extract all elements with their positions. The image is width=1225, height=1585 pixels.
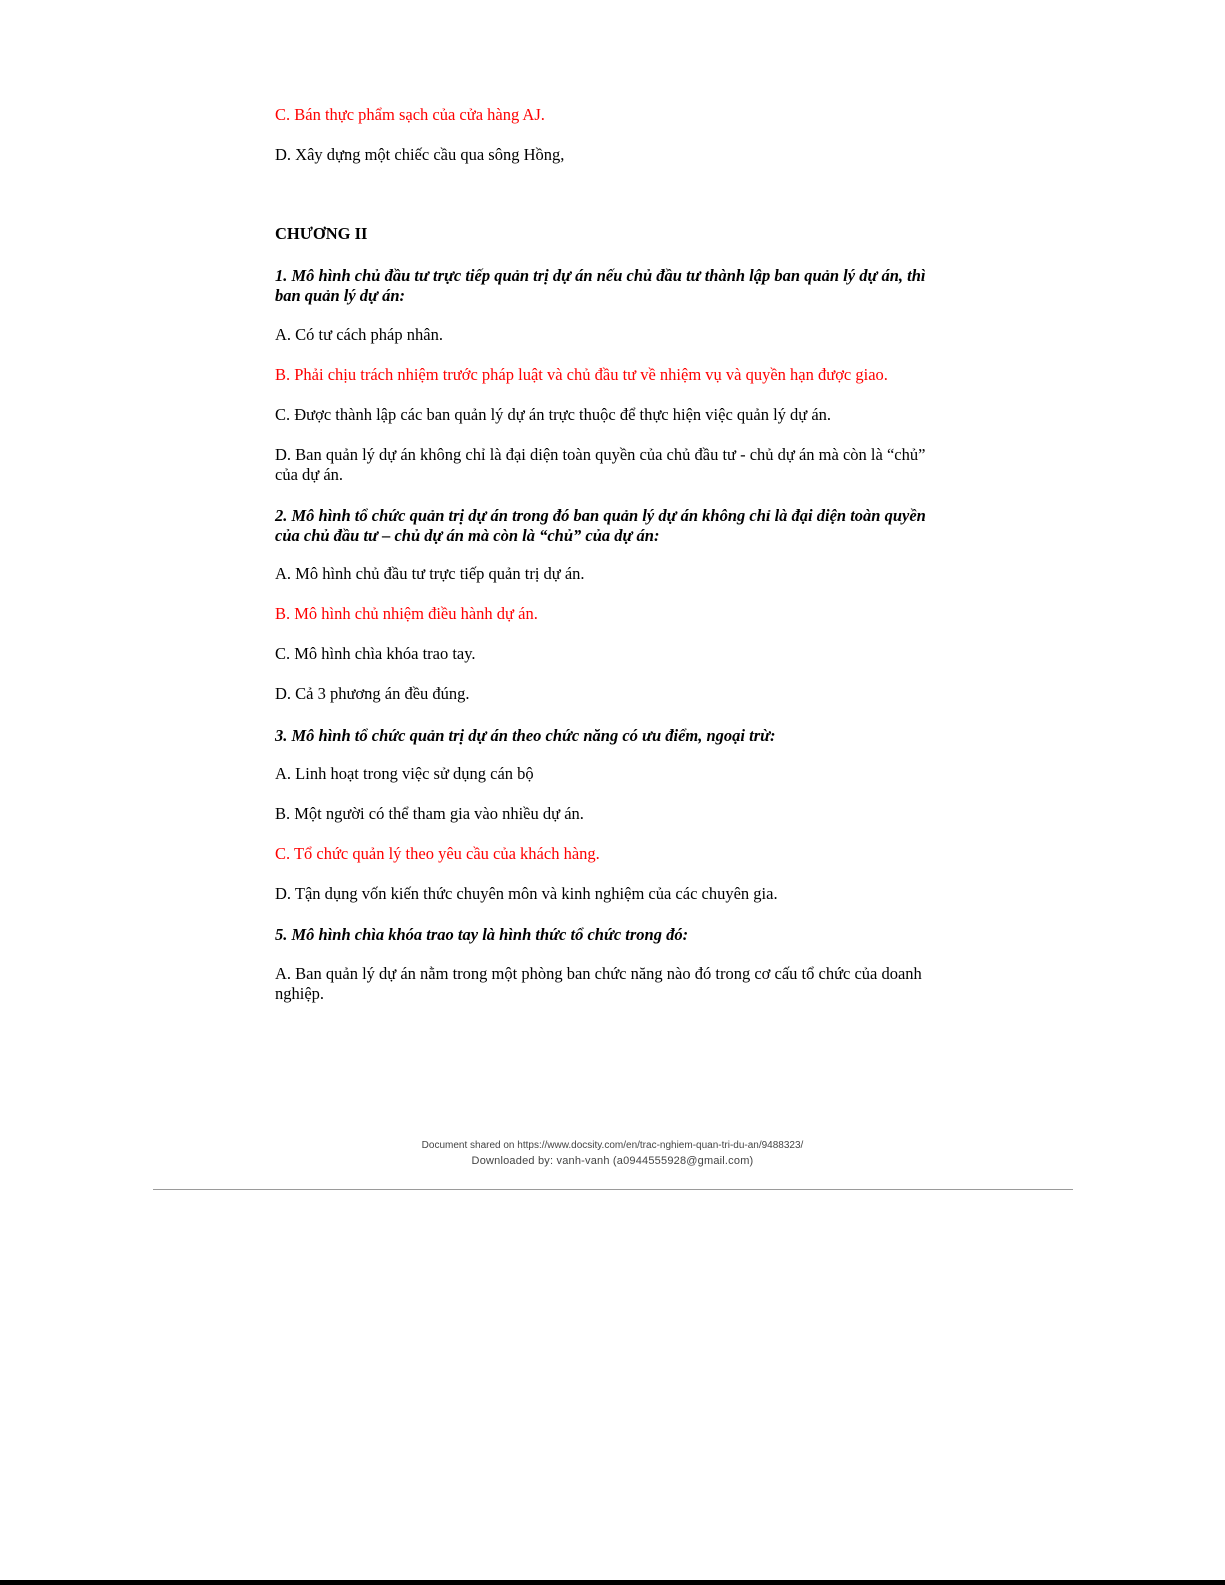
chapter-heading: CHƯƠNG II — [275, 224, 368, 243]
answer-option: A. Ban quản lý dự án nằm trong một phòng ban chức năng nào đó trong cơ cấu tổ chức của doanh nghiệp. — [275, 964, 922, 1003]
answer-option: B. Một người có thể tham gia vào nhiều dự án. — [275, 804, 584, 823]
answer-option: D. Cả 3 phương án đều đúng. — [275, 684, 470, 703]
question-3: 3. Mô hình tổ chức quản trị dự án theo chức năng có ưu điểm, ngoại trừ: — [275, 726, 776, 745]
question-1: 1. Mô hình chủ đầu tư trực tiếp quản trị dự án nếu chủ đầu tư thành lập ban quản lý dự án, thì ban quản lý dự án: — [275, 266, 926, 305]
answer-option: A. Mô hình chủ đầu tư trực tiếp quản trị dự án. — [275, 564, 585, 583]
answer-option: C. Được thành lập các ban quản lý dự án trực thuộc để thực hiện việc quản lý dự án. — [275, 405, 832, 424]
answer-option-correct: B. Mô hình chủ nhiệm điều hành dự án. — [275, 604, 538, 623]
question-2: 2. Mô hình tổ chức quản trị dự án trong đó ban quản lý dự án không chỉ là đại diện toàn quyền của chủ đầu tư – chủ dự án mà còn là “chủ” của dự án: — [275, 506, 926, 545]
answer-option-correct: C. Bán thực phẩm sạch của cửa hàng AJ. — [275, 105, 545, 124]
answer-option-correct: B. Phải chịu trách nhiệm trước pháp luật và chủ đầu tư về nhiệm vụ và quyền hạn được giao. — [275, 365, 888, 384]
document-shared-link[interactable]: Document shared on https://www.docsity.com/en/trac-nghiem-quan-tri-du-an/9488323/ — [421, 1140, 804, 1151]
question-5: 5. Mô hình chìa khóa trao tay là hình thức tổ chức trong đó: — [275, 925, 689, 944]
answer-option: D. Tận dụng vốn kiến thức chuyên môn và kinh nghiệm của các chuyên gia. — [275, 884, 778, 903]
answer-option: A. Có tư cách pháp nhân. — [275, 325, 443, 344]
answer-option: D. Ban quản lý dự án không chỉ là đại diện toàn quyền của chủ đầu tư - chủ dự án mà còn là “chủ” của dự án. — [275, 445, 926, 484]
answer-option-correct: C. Tổ chức quản lý theo yêu cầu của khách hàng. — [275, 844, 600, 863]
page-divider — [153, 1189, 1073, 1190]
downloaded-by-text: Downloaded by: vanh-vanh (a0944555928@gmail.com) — [471, 1155, 754, 1167]
answer-option: A. Linh hoạt trong việc sử dụng cán bộ — [275, 764, 534, 783]
answer-option: D. Xây dựng một chiếc cầu qua sông Hồng, — [275, 145, 565, 164]
bottom-edge-bar — [0, 1580, 1225, 1585]
answer-option: C. Mô hình chìa khóa trao tay. — [275, 644, 476, 663]
